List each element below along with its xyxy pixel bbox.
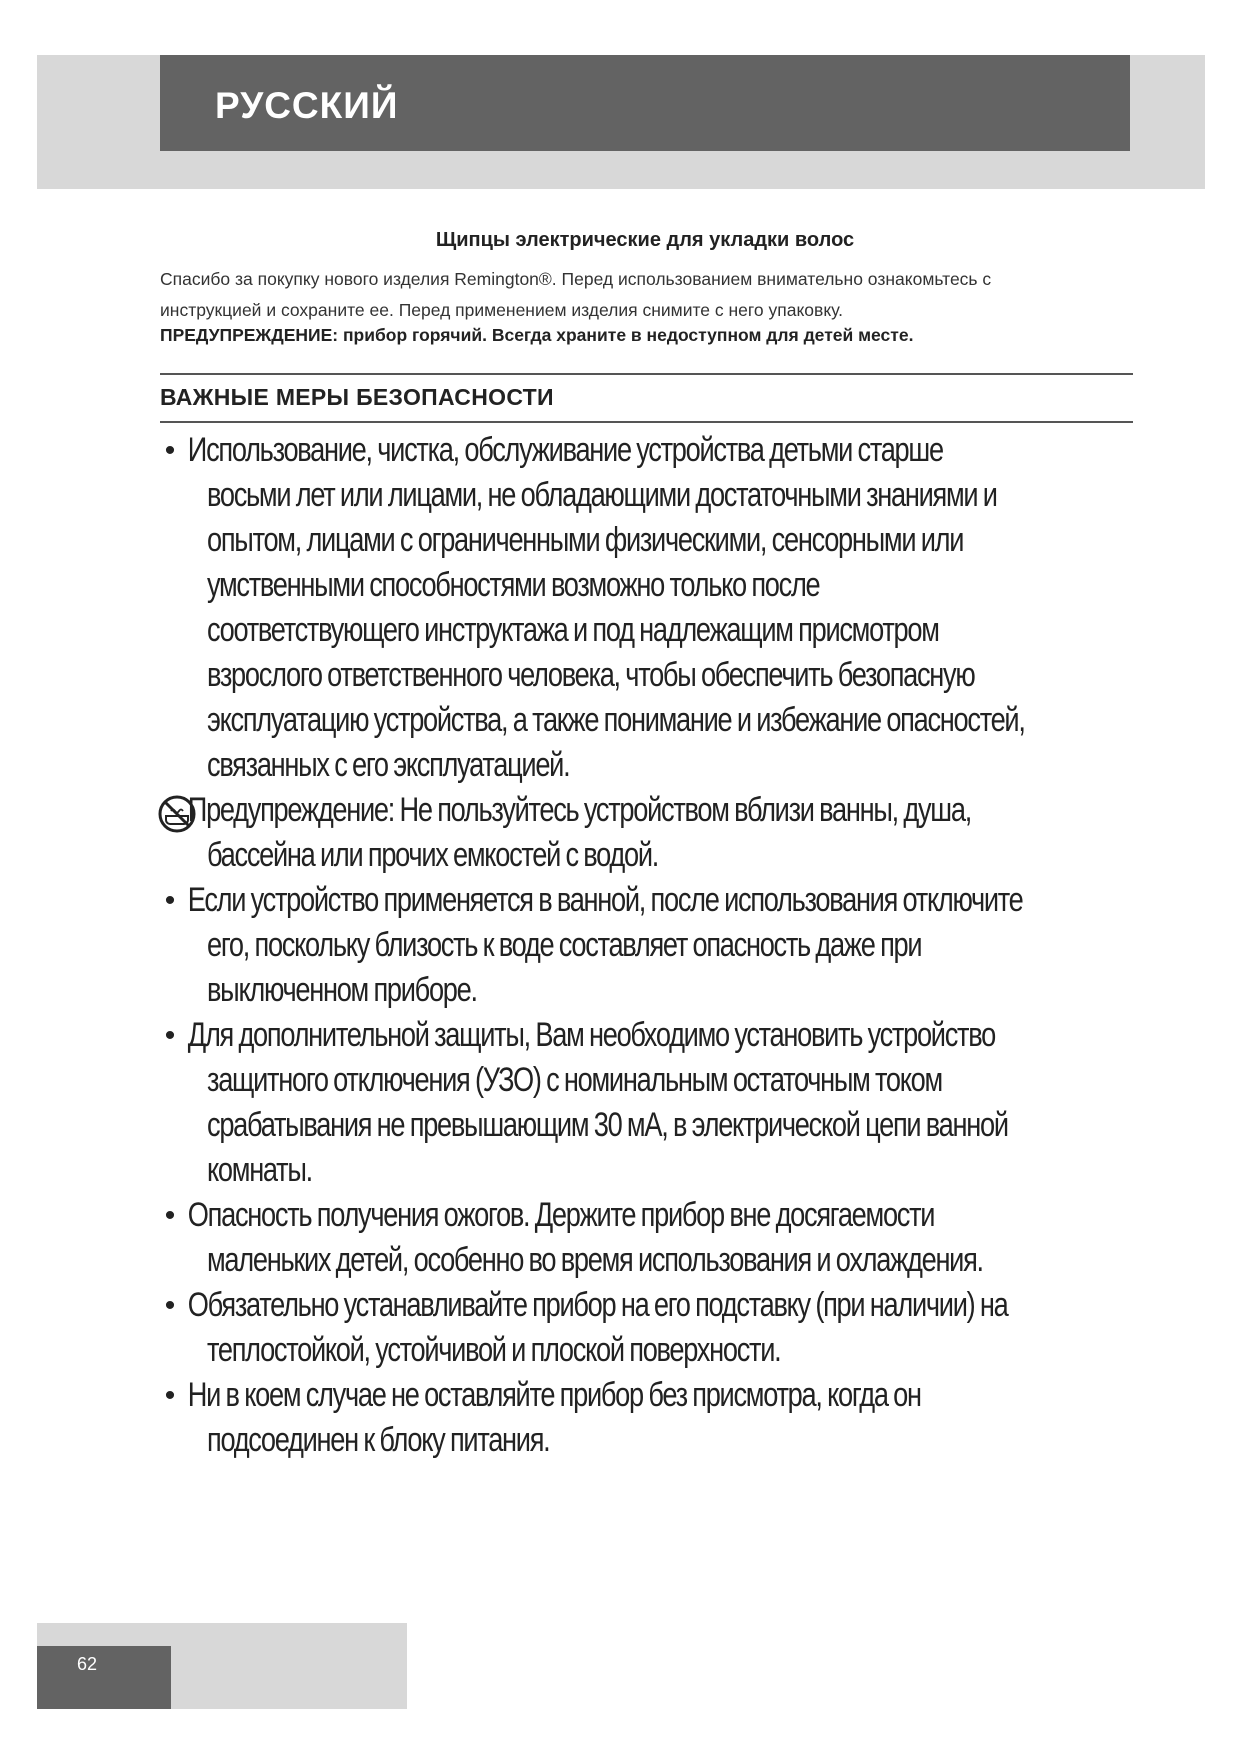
item-text (187, 878, 1135, 1013)
item-line: защитного отключения (УЗО) с номинальным остаточным током (207, 1061, 942, 1099)
item-line: восьми лет или лицами, не обладающими достаточными знаниями и (207, 476, 997, 514)
item-line: связанных с его эксплуатацией. (207, 746, 570, 784)
language-header (160, 55, 1130, 151)
hot-warning: ПРЕДУПРЕЖДЕНИЕ: прибор горячий. Всегда храните в недоступном для детей месте. (160, 325, 914, 345)
intro-line: инструкцией и сохраните ее. Перед применением изделия снимите с него упаковку. (160, 300, 844, 320)
item-line: бассейна или прочих емкостей с водой. (207, 836, 659, 874)
item-text (187, 1373, 1135, 1463)
item-line: опытом, лицами с ограниченными физическими, сенсорными или (207, 521, 964, 559)
item-line: взрослого ответственного человека, чтобы обеспечить безопасную (207, 656, 975, 694)
item-line: теплостойкой, устойчивой и плоской поверхности. (207, 1331, 781, 1369)
safety-item (155, 1013, 1135, 1193)
product-title: Щипцы электрические для укладки волос (435, 229, 855, 251)
bullet-marker: • (164, 1289, 176, 1322)
intro-line: Спасибо за покупку нового изделия Remington®. Перед использованием внимательно ознакомьтесь с (160, 269, 992, 289)
item-text (187, 1193, 1135, 1283)
safety-list (155, 428, 1135, 1463)
page-number: 62 (77, 1654, 98, 1674)
item-line: подсоединен к блоку питания. (207, 1421, 550, 1459)
item-line: соответствующего инструктажа и под надлежащим присмотром (207, 611, 939, 649)
item-text (187, 1283, 1135, 1373)
item-line: комнаты. (207, 1151, 312, 1189)
item-line: эксплуатацию устройства, а также понимание и избежание опасностей, (207, 701, 1025, 739)
item-text (187, 1013, 1135, 1193)
language-title: РУССКИЙ (215, 85, 399, 126)
item-line: его, поскольку близость к воде составляет опасность даже при (207, 926, 922, 964)
item-text (187, 428, 1135, 788)
safety-item (155, 1193, 1135, 1283)
item-text (187, 788, 1135, 878)
item-line: умственными способностями возможно только после (207, 566, 820, 604)
item-line: Ни в коем случае не оставляйте прибор без присмотра, когда он (187, 1376, 921, 1414)
safety-item (155, 878, 1135, 1013)
section-heading: ВАЖНЫЕ МЕРЫ БЕЗОПАСНОСТИ (160, 384, 554, 410)
divider (160, 421, 1133, 423)
item-line: выключенном приборе. (207, 971, 477, 1009)
intro-text (160, 264, 1145, 326)
divider (160, 373, 1133, 375)
item-line: Предупреждение: Не пользуйтесь устройством вблизи ванны, душа, (187, 791, 971, 829)
bullet-marker: • (164, 434, 176, 467)
item-line: Использование, чистка, обслуживание устройства детьми старше (187, 431, 943, 469)
safety-item (155, 788, 1135, 878)
safety-item (155, 1373, 1135, 1463)
bullet-marker: • (164, 1199, 176, 1232)
safety-item (155, 1283, 1135, 1373)
item-line: срабатывания не превышающим 30 мА, в электрической цепи ванной (207, 1106, 1008, 1144)
bullet-marker: • (164, 884, 176, 917)
page-number-box (37, 1646, 171, 1709)
item-line: маленьких детей, особенно во время использования и охлаждения. (207, 1241, 983, 1279)
bullet-marker: • (164, 1379, 176, 1412)
safety-item (155, 428, 1135, 788)
item-line: Для дополнительной защиты, Вам необходимо установить устройство (187, 1016, 995, 1054)
item-line: Если устройство применяется в ванной, после использования отключите (187, 881, 1023, 919)
bullet-marker: • (164, 1019, 176, 1052)
item-line: Обязательно устанавливайте прибор на его подставку (при наличии) на (187, 1286, 1008, 1324)
item-line: Опасность получения ожогов. Держите прибор вне досягаемости (187, 1196, 935, 1234)
